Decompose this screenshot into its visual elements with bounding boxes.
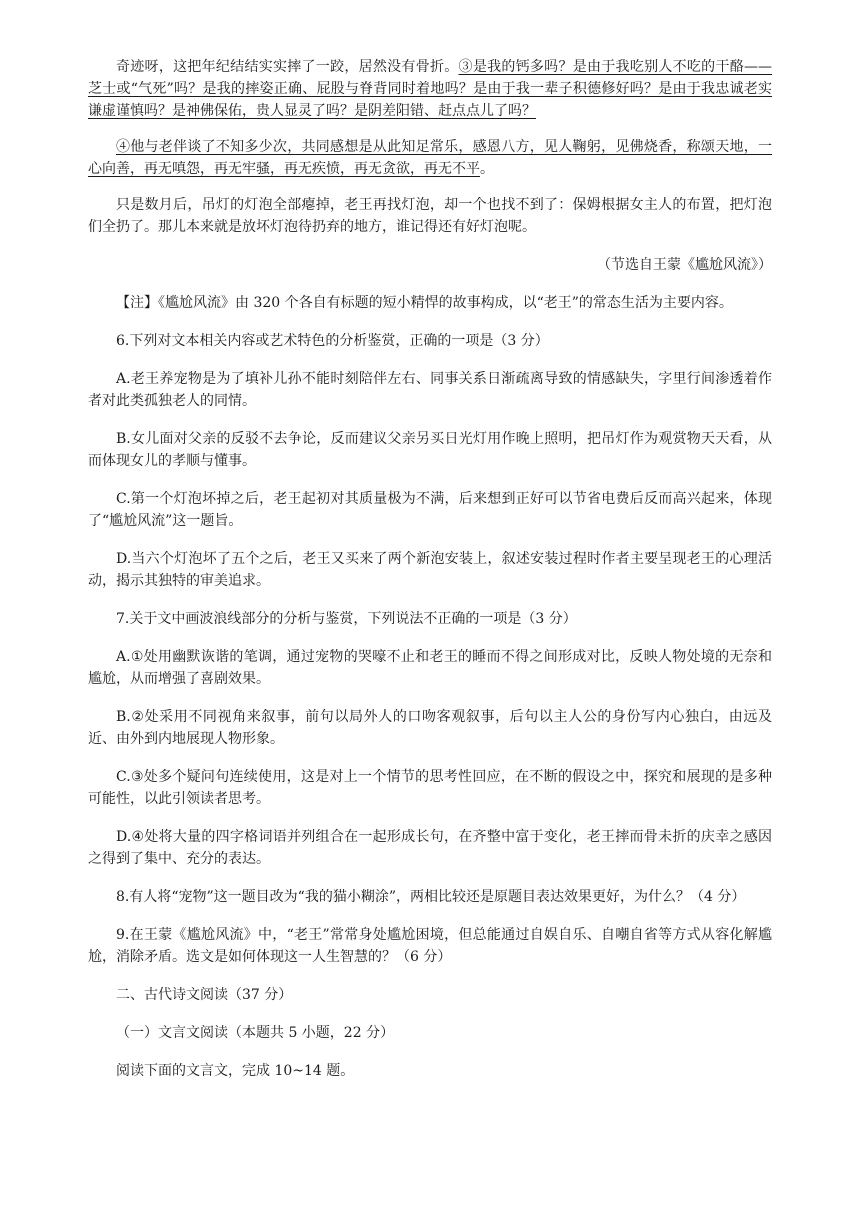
question-6-option-c: C.第一个灯泡坏掉之后，老王起初对其质量极为不满，后来想到正好可以节省电费后反而高兴起来，体现了“尴尬风流”这一题旨。: [88, 491, 772, 529]
passage-p1-lead: 奇迹呀，这把年纪结结实实摔了一跤，居然没有骨折。: [116, 59, 459, 75]
underlined-sentence-3: ③是我的钙多吗？是由于我吃别人不吃的干酪——芝士或“气死”吗？是我的摔姿正确、屁股与脊背同时着地吗？是由于我一辈子积德修好吗？是由于我忠诚老实谦虚谨慎吗？是神佛保佑，贵人显灵了吗？是阴差阳错、赶点点儿了吗？: [88, 59, 773, 119]
underlined-sentence-4: ④他与老伴谈了不知多少次，共同感想是从此知足常乐，感恩八方，见人鞠躬，见佛烧香，称颂天地，一心向善，再无嗔怨，再无牢骚，再无疾愤，再无贪欲，再无不平: [88, 139, 772, 177]
passage-paragraph-2: [88, 136, 772, 180]
document-page: [88, 56, 772, 1082]
question-7-option-a: A.①处用幽默诙谐的笔调，通过宠物的哭嚎不止和老王的睡而不得之间形成对比，反映人物处境的无奈和尴尬，从而增强了喜剧效果。: [88, 649, 772, 687]
question-7-stem: 7.关于文中画波浪线部分的分析与鉴赏，下列说法不正确的一项是（3 分）: [116, 611, 577, 627]
passage-p2-end: 。: [480, 161, 494, 177]
passage-paragraph-3: 只是数月后，吊灯的灯泡全部瘪掉，老王再找灯泡，却一个也找不到了：保姆根据女主人的布置，把灯泡们全扔了。那儿本来就是放坏灯泡待扔弃的地方，谁记得还有好灯泡呢。: [88, 197, 772, 235]
question-9: 9.在王蒙《尴尬风流》中，“老王”常常身处尴尬困境，但总能通过自娱自乐、自嘲自省等方式从容化解尴尬，消除矛盾。选文是如何体现这一人生智慧的？（6 分）: [88, 927, 772, 965]
question-6-option-a: A.老王养宠物是为了填补儿孙不能时刻陪伴左右、同事关系日渐疏离导致的情感缺失，字里行间渗透着作者对此类孤独老人的同情。: [88, 371, 772, 409]
question-6-stem: 6.下列对文本相关内容或艺术特色的分析鉴赏，正确的一项是（3 分）: [116, 333, 549, 349]
question-7-option-c: C.③处多个疑问句连续使用，这是对上一个情节的思考性回应，在不断的假设之中，探究和展现的是多种可能性，以此引领读者思考。: [88, 769, 772, 807]
section-2-instruction: 阅读下面的文言文，完成 10~14 题。: [116, 1063, 355, 1079]
question-6-option-b: B.女儿面对父亲的反驳不去争论，反而建议父亲另买日光灯用作晚上照明，把吊灯作为观赏物天天看，从而体现女儿的孝顺与懂事。: [88, 431, 772, 469]
question-7-option-d: D.④处将大量的四字格词语并列组合在一起形成长句，在齐整中富于变化，老王摔而骨未折的庆幸之感因之得到了集中、充分的表达。: [88, 829, 772, 867]
section-2-heading: 二、古代诗文阅读（37 分）: [116, 987, 293, 1003]
passage-paragraph-1: [88, 56, 772, 122]
source-citation: （节选自王蒙《尴尬风流》）: [597, 257, 772, 273]
annotation-note: 【注】《尴尬风流》由 320 个各自有标题的短小精悍的故事构成，以“老王”的常态生活为主要内容。: [116, 295, 733, 311]
question-6-option-d: D.当六个灯泡坏了五个之后，老王又买来了两个新泡安装上，叙述安装过程时作者主要呈现老王的心理活动，揭示其独特的审美追求。: [88, 551, 772, 589]
question-8: 8.有人将“宠物”这一题目改为“我的猫小糊涂”，两相比较还是原题目表达效果更好，为什么？（4 分）: [116, 889, 746, 905]
question-7-option-b: B.②处采用不同视角来叙事，前句以局外人的口吻客观叙事，后句以主人公的身份写内心独白，由远及近、由外到内地展现人物形象。: [88, 709, 772, 747]
section-2-subheading: （一）文言文阅读（本题共 5 小题，22 分）: [116, 1025, 395, 1041]
